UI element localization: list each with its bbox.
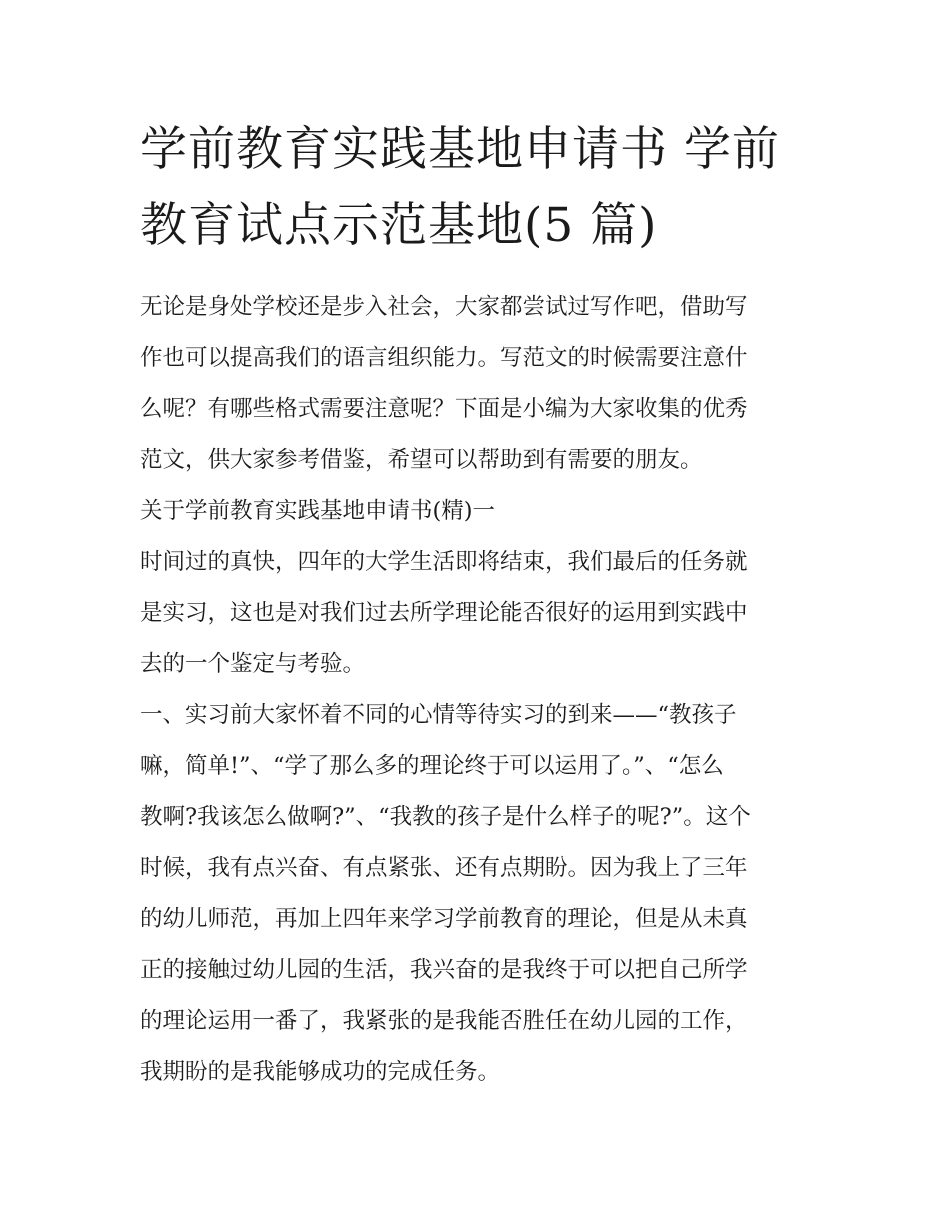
paragraph-line: 时间过的真快，四年的大学生活即将结束，我们最后的任务就 [140,549,748,575]
document-title [140,112,820,264]
intro-line: 无论是身处学校还是步入社会，大家都尝试过写作吧，借助写 [140,294,748,320]
paragraph-line: 的理论运用一番了，我紧张的是我能否胜任在幼儿园的工作， [140,1008,748,1034]
intro-line: 范文，供大家参考借鉴，希望可以帮助到有需要的朋友。 [140,447,703,473]
title-line-2: 教育试点示范基地(5 篇) [140,198,658,253]
intro-paragraph [140,282,820,486]
paragraph-line: 时候，我有点兴奋、有点紧张、还有点期盼。因为我上了三年 [140,855,748,881]
intro-line: 作也可以提高我们的语言组织能力。写范文的时候需要注意什 [140,345,748,371]
paragraph-line: 我期盼的是我能够成功的完成任务。 [140,1059,501,1085]
document-body [140,282,820,1098]
paragraph-1 [140,537,820,690]
title-line-1: 学前教育实践基地申请书 学前 [140,122,780,177]
intro-line: 么呢？有哪些格式需要注意呢？下面是小编为大家收集的优秀 [140,396,748,422]
paragraph-line: 去的一个鉴定与考验。 [140,651,366,677]
paragraph-line: 正的接触过幼儿园的生活，我兴奋的是我终于可以把自己所学 [140,957,748,983]
paragraph-line: 一、实习前大家怀着不同的心情等待实习的到来——“教孩子 [140,702,737,728]
paragraph-line: 的幼儿师范，再加上四年来学习学前教育的理论，但是从未真 [140,906,748,932]
paragraph-line: 嘛，简单!”、“学了那么多的理论终于可以运用了。”、“怎么 [140,753,724,779]
paragraph-2 [140,690,820,1098]
paragraph-line: 是实习，这也是对我们过去所学理论能否很好的运用到实践中 [140,600,748,626]
section-heading: 关于学前教育实践基地申请书(精)一 [140,498,496,524]
paragraph-line: 教啊?我该怎么做啊?”、“我教的孩子是什么样子的呢?”。这个 [140,804,751,830]
